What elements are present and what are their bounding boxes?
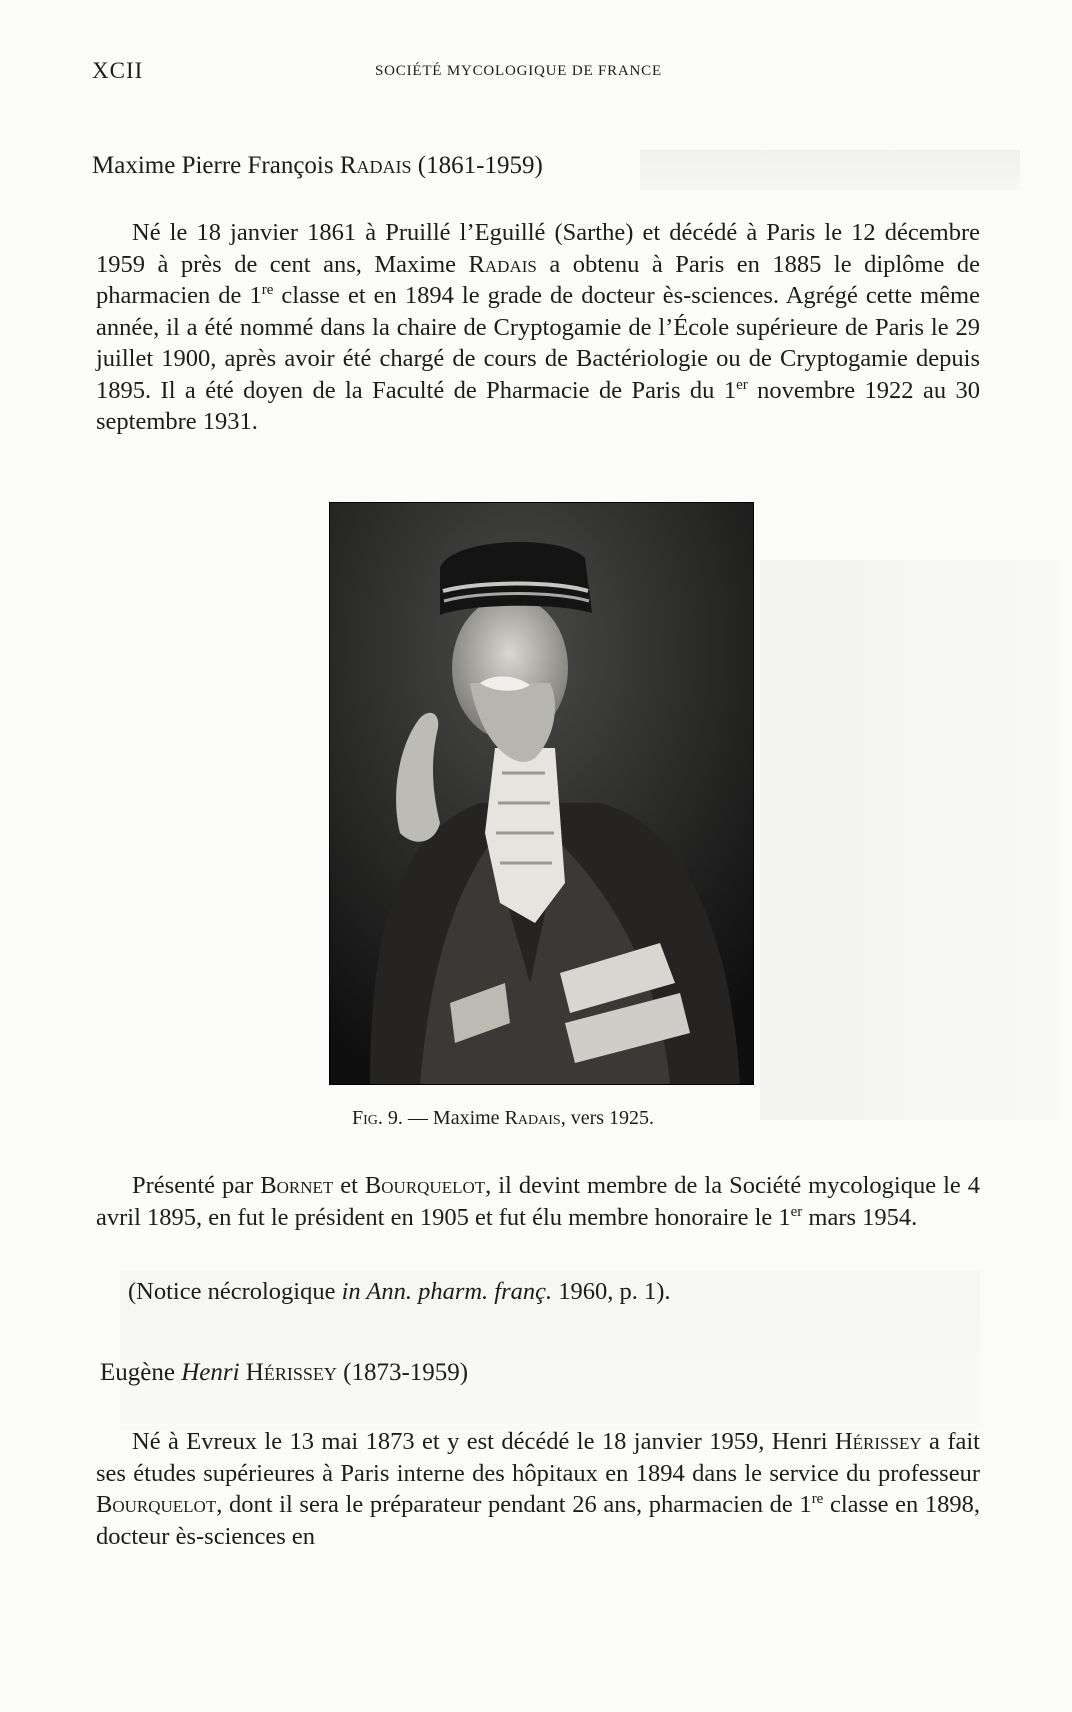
heading-given-names: Maxime Pierre François	[92, 152, 334, 179]
running-title: SOCIÉTÉ MYCOLOGIQUE DE FRANCE	[375, 63, 662, 79]
page-number: XCII	[92, 58, 144, 83]
portrait-illustration	[330, 503, 753, 1084]
heading-usual-name: Henri	[181, 1359, 240, 1386]
heading-surname: Radais	[339, 152, 412, 179]
heading-dates: (1873-1959)	[343, 1359, 469, 1386]
bleed-through-block	[760, 560, 1060, 1120]
surname: Radais	[468, 250, 537, 278]
figure-label: Fig. 9.	[352, 1107, 403, 1129]
heading-dates: (1861-1959)	[417, 152, 543, 179]
radais-biography-paragraph: Né le 18 janvier 1861 à Pruillé l’Eguillé (Sarthe) et décédé à Paris le 12 décembre 1959 à près de cent ans, Maxime Radais a obtenu à Paris en 1885 le diplôme de pharmacien de 1re classe et en 1894 le grade de docteur ès-sciences. Agrégé cette même année, il a été nommé dans la chaire de Cryptogamie de l’École supérieure de Paris le 29 juillet 1900, après avoir été chargé de cours de Bactériologie ou de Cryptogamie depuis 1895. Il a été doyen de la Faculté de Pharmacie de Paris du 1er novembre 1922 au 30 septembre 1931.	[96, 219, 980, 435]
entry-heading-herissey	[100, 1359, 468, 1387]
herissey-biography-paragraph: Né à Evreux le 13 mai 1873 et y est décédé le 18 janvier 1959, Henri Hérissey a fait ses études supérieures à Paris interne des hôpitaux en 1894 dans le service du professeur Bourquelot, dont il sera le préparateur pendant 26 ans, pharmacien de 1re classe en 1898, docteur ès-sciences en	[96, 1428, 981, 1550]
obituary-reference: (Notice nécrologique in Ann. pharm. franç. 1960, p. 1).	[128, 1278, 671, 1305]
entry-heading-radais	[92, 152, 543, 180]
portrait-photograph	[329, 502, 754, 1085]
radais-society-paragraph: Présenté par Bornet et Bourquelot, il devint membre de la Société mycologique le 4 avril 1895, en fut le président en 1905 et fut élu membre honoraire le 1er mars 1954.	[96, 1172, 980, 1231]
surname: Hérissey	[834, 1428, 922, 1455]
figure-caption: Fig. 9. — Maxime Radais, vers 1925.	[352, 1107, 655, 1129]
bleed-through-block	[640, 150, 1020, 190]
heading-surname: Hérissey	[245, 1359, 337, 1386]
heading-given-names: Eugène	[100, 1359, 175, 1386]
